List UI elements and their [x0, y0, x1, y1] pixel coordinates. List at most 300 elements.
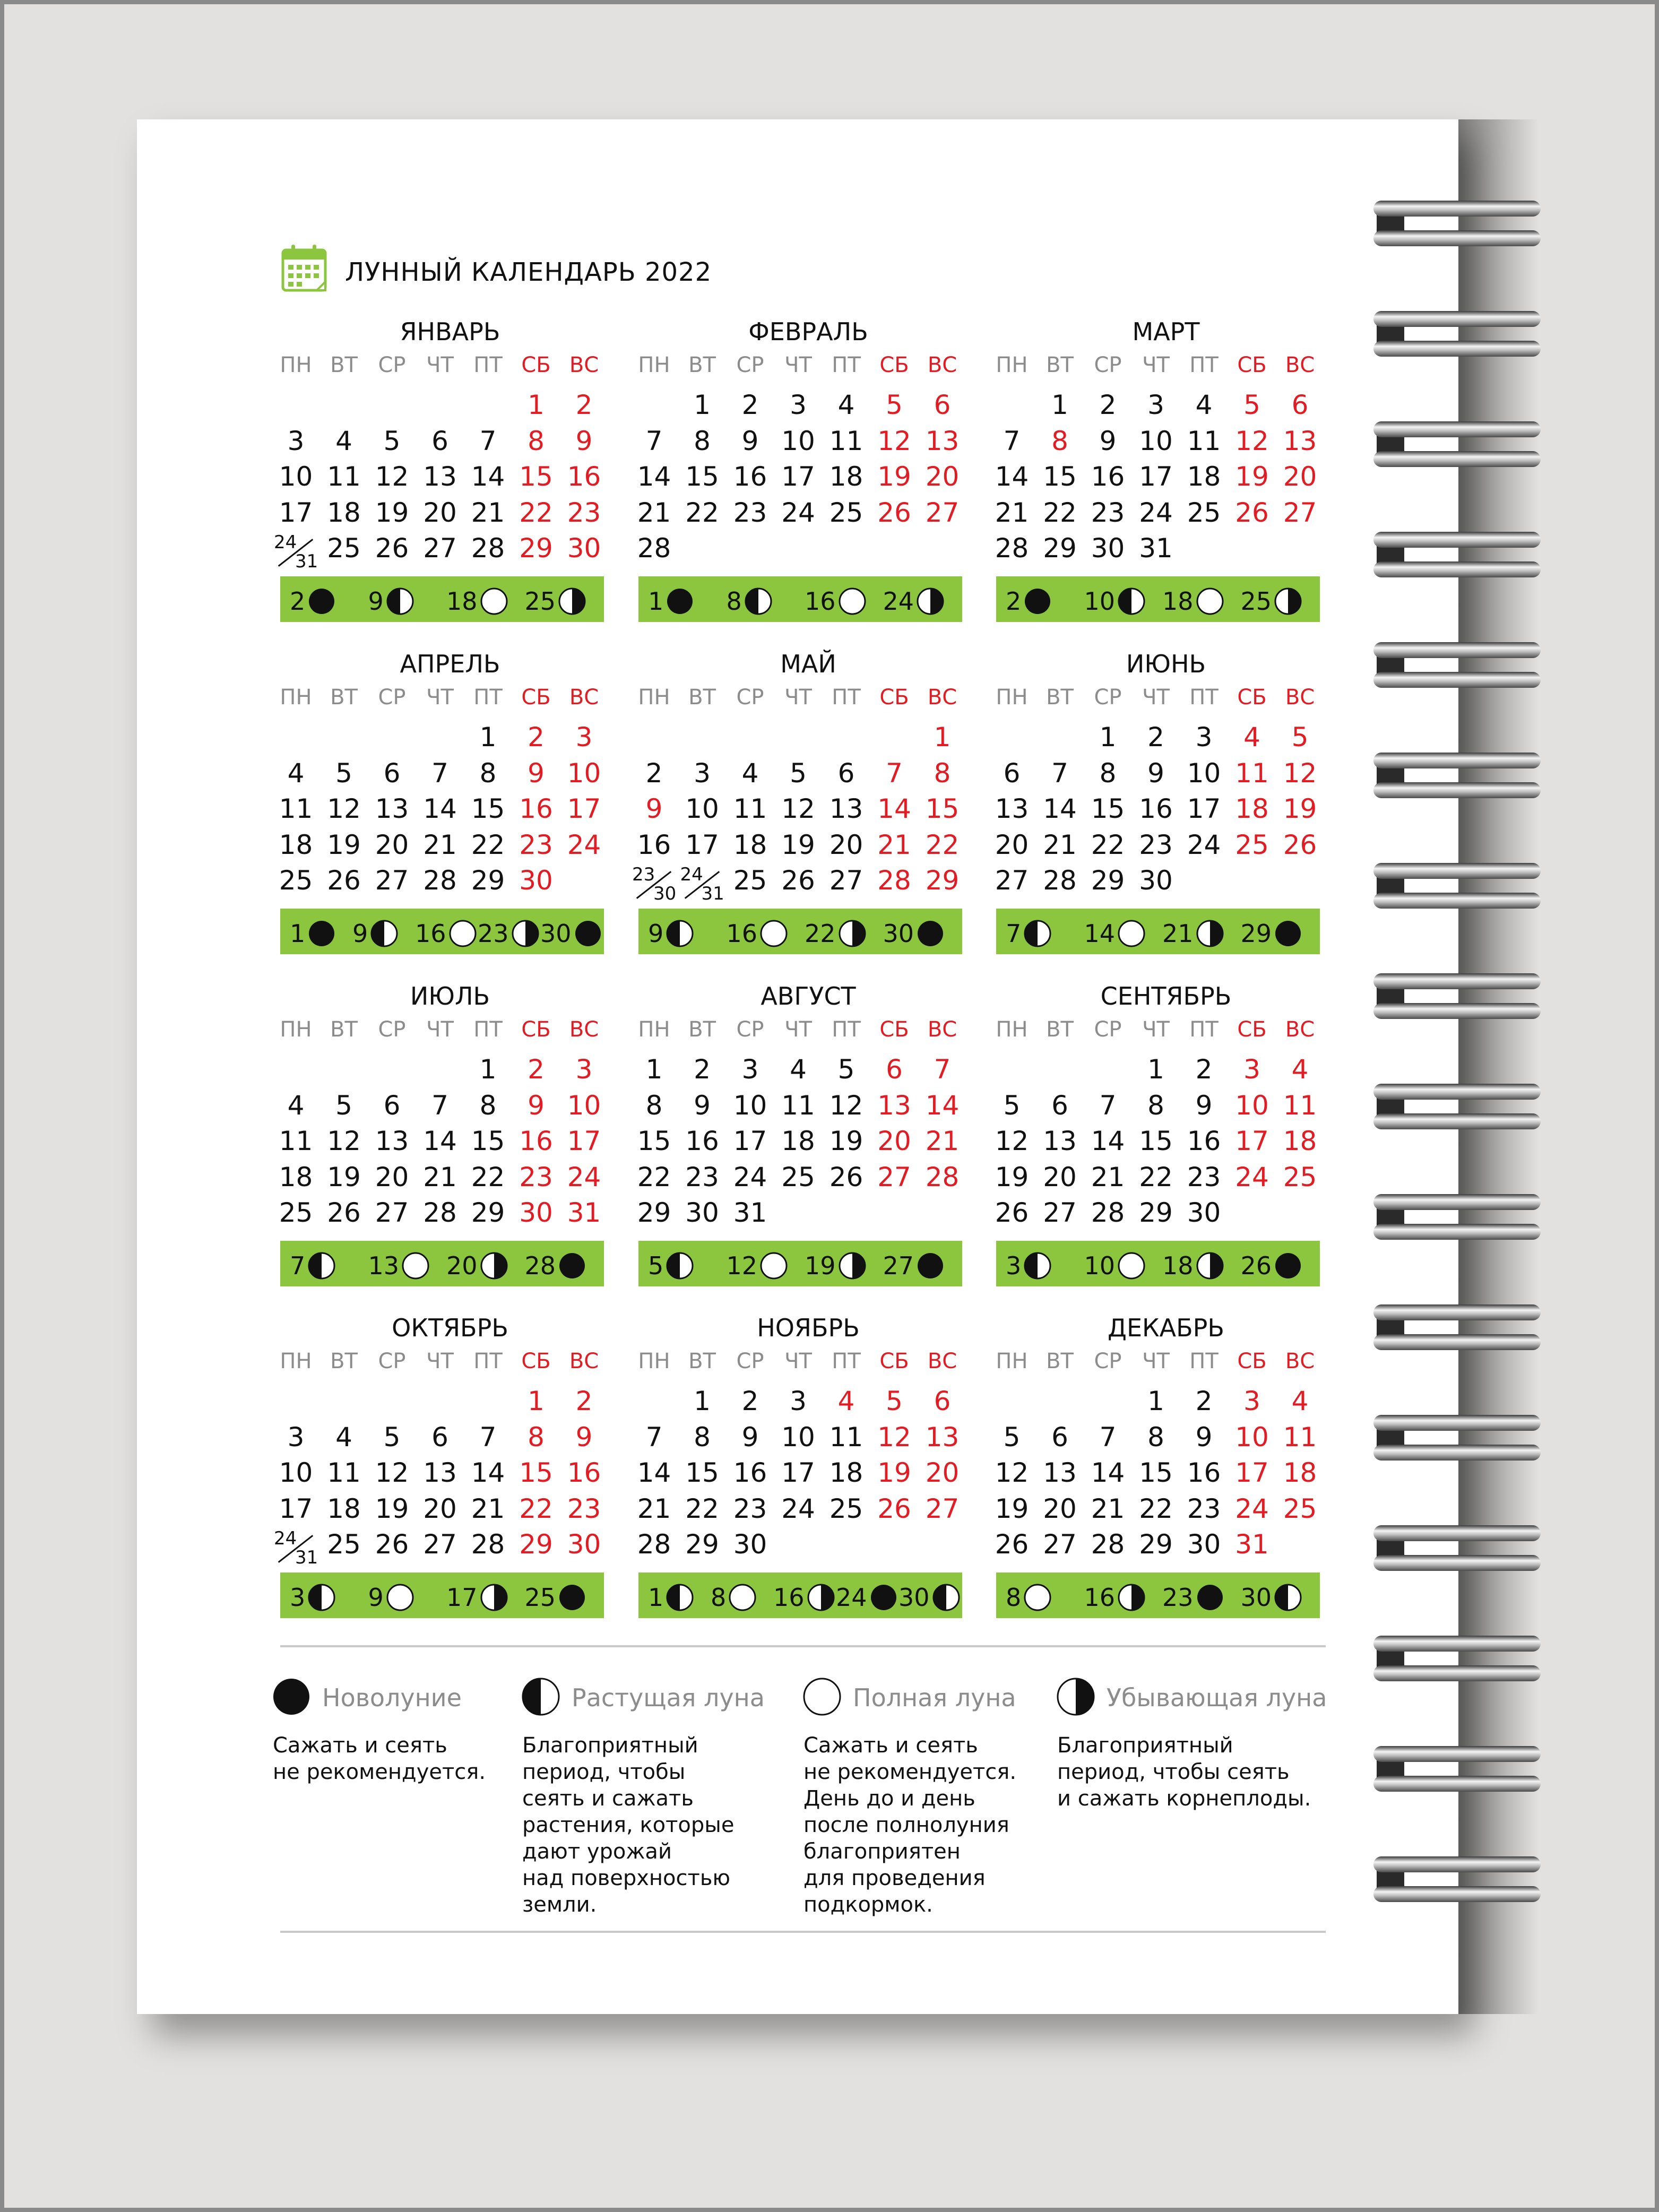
weekday-header: ВТ — [330, 685, 358, 710]
day-cell: 2 — [575, 390, 593, 420]
weekday-header: ПН — [280, 1017, 312, 1042]
day-cell: 16 — [685, 1126, 719, 1156]
month-name: ИЮЛЬ — [410, 982, 490, 1010]
day-cell: 24 — [1235, 1161, 1269, 1193]
moon-phase-day: 18 — [1162, 586, 1194, 616]
moon-phase-day: 17 — [446, 1583, 478, 1612]
day-cell: 20 — [1043, 1161, 1077, 1193]
moon-phase-bar — [638, 576, 962, 622]
day-cell: 24 — [1139, 497, 1173, 528]
day-cell: 14 — [995, 461, 1029, 492]
moon-phase-day: 16 — [1084, 1583, 1116, 1612]
day-cell: 5 — [1243, 390, 1260, 420]
day-cell: 7 — [645, 425, 663, 456]
moon-phase-entry — [898, 1580, 961, 1611]
moon-phase-entry — [805, 584, 867, 615]
day-cell: 5 — [335, 1090, 352, 1121]
month-name: МАРТ — [1132, 317, 1200, 346]
weekday-header: ВС — [1285, 353, 1315, 377]
full-moon-icon — [386, 1583, 414, 1612]
day-cell: 21 — [471, 1493, 505, 1524]
day-cell: 31 — [1139, 533, 1173, 564]
weekday-header: СР — [736, 685, 764, 710]
weekday-header: ВС — [1285, 1349, 1315, 1373]
day-cell: 28 — [637, 1529, 671, 1560]
moon-phase-day: 3 — [290, 1583, 306, 1612]
full-moon-icon — [1196, 587, 1224, 616]
day-cell: 25 — [781, 1161, 815, 1193]
weekday-header: ПТ — [832, 1349, 861, 1373]
day-cell: 25 — [1187, 497, 1221, 528]
weekday-header: ВТ — [688, 1017, 716, 1042]
day-cell: 16 — [1187, 1126, 1221, 1156]
day-cell: 28 — [471, 533, 505, 564]
day-cell: 22 — [471, 829, 505, 860]
moon-phase-day: 18 — [1162, 1251, 1194, 1280]
day-cell: 2 — [575, 1386, 593, 1416]
day-cell: 19 — [829, 1126, 863, 1156]
day-cell: 8 — [694, 1421, 711, 1453]
moon-phase-bar — [996, 909, 1320, 954]
binding-ring — [1373, 1081, 1541, 1139]
day-cell: 14 — [1091, 1457, 1125, 1488]
day-cell: 4 — [287, 757, 305, 789]
day-cell: 16 — [567, 1457, 601, 1488]
day-cell: 18 — [279, 1161, 313, 1193]
day-cell: 18 — [829, 1457, 863, 1488]
day-cell: 6 — [934, 1386, 951, 1416]
legend-item — [521, 1677, 765, 1718]
moon-phase-entry — [352, 916, 399, 947]
day-cell: 12 — [375, 1457, 409, 1488]
waning-moon-icon — [838, 1251, 867, 1280]
day-cell: 9 — [694, 1090, 711, 1121]
day-cell: 19 — [375, 1493, 409, 1524]
day-cell: 22 — [471, 1161, 505, 1193]
moon-phase-day: 16 — [805, 586, 836, 616]
day-cell: 3 — [790, 1386, 807, 1416]
weekday-header: ЧТ — [426, 1349, 454, 1373]
day-cell: 13 — [1283, 425, 1317, 456]
day-cell: 11 — [1283, 1090, 1317, 1121]
day-cell: 25 — [829, 1493, 863, 1524]
full-moon-icon — [838, 587, 867, 616]
weekday-header: СБ — [1237, 353, 1267, 377]
month-name: ОКТЯБРЬ — [392, 1314, 508, 1342]
moon-phase-day: 30 — [1240, 1583, 1272, 1612]
moon-phase-entry — [368, 1248, 430, 1279]
day-cell: 23 — [567, 1493, 601, 1524]
day-cell: 22 — [519, 497, 553, 528]
day-cell: 5 — [886, 1386, 903, 1416]
new-moon-icon — [869, 1583, 898, 1612]
moon-phase-entry — [1084, 1248, 1146, 1279]
weekday-header: ЧТ — [1142, 1017, 1170, 1042]
day-cell: 4 — [1291, 1054, 1309, 1085]
day-cell: 31 — [567, 1197, 601, 1228]
weekday-header: ЧТ — [426, 353, 454, 377]
waning-moon-icon — [838, 919, 867, 948]
split-day-top: 24 — [274, 532, 297, 553]
day-cell: 6 — [431, 1421, 448, 1453]
full-moon-icon — [759, 919, 788, 948]
weekday-header: ПН — [638, 1017, 670, 1042]
day-cell: 13 — [925, 425, 960, 456]
moon-phase-entry — [883, 916, 945, 947]
moon-phase-day: 24 — [836, 1583, 867, 1612]
day-cell: 4 — [837, 390, 855, 420]
waxing-moon-icon — [386, 587, 414, 616]
full-moon-icon — [401, 1251, 430, 1280]
weekday-header: ПТ — [1189, 1349, 1219, 1373]
split-day-bottom: 30 — [653, 883, 677, 904]
waning-moon-icon — [807, 1583, 835, 1612]
weekday-header: ПТ — [832, 353, 861, 377]
weekday-header: СР — [378, 685, 406, 710]
day-cell: 21 — [423, 1161, 457, 1193]
moon-phase-entry — [1241, 916, 1303, 947]
moon-phase-bar — [996, 1572, 1320, 1618]
day-cell: 15 — [685, 461, 719, 492]
day-cell: 6 — [1051, 1090, 1068, 1121]
day-cell: 28 — [637, 533, 671, 564]
binding-ring — [1373, 1632, 1541, 1691]
day-cell: 2 — [528, 1054, 545, 1085]
day-cell: 2 — [741, 1386, 759, 1416]
day-cell: 12 — [995, 1457, 1029, 1488]
day-cell: 28 — [1043, 865, 1077, 896]
weekday-header: СР — [1094, 1017, 1122, 1042]
moon-phase-day: 9 — [352, 919, 368, 948]
day-cell: 3 — [1243, 1386, 1260, 1416]
day-cell: 9 — [741, 425, 759, 456]
split-day-bottom: 31 — [295, 1547, 318, 1568]
weekday-header: ПТ — [1189, 1017, 1219, 1042]
day-cell: 27 — [829, 865, 863, 896]
weekday-header: ЧТ — [1142, 1349, 1170, 1373]
moon-phase-entry — [368, 584, 414, 615]
weekday-header: СР — [1094, 1349, 1122, 1373]
moon-phase-bar — [638, 909, 962, 954]
day-cell: 25 — [279, 865, 313, 896]
day-cell: 7 — [1003, 425, 1021, 456]
day-cell: 30 — [1187, 1529, 1221, 1560]
day-cell: 17 — [279, 1493, 313, 1524]
divider-line — [280, 1645, 1326, 1647]
moon-phase-day: 8 — [726, 586, 742, 616]
moon-phase-day: 20 — [446, 1251, 478, 1280]
moon-phase-entry — [1162, 584, 1224, 615]
weekday-header: ПТ — [473, 1349, 503, 1373]
day-cell: 9 — [645, 793, 663, 824]
weekday-header: ПН — [280, 685, 312, 710]
day-cell: 22 — [1139, 1161, 1173, 1193]
waxing-moon-icon — [666, 1583, 694, 1612]
day-cell: 3 — [1147, 390, 1164, 420]
day-cell: 21 — [1043, 829, 1077, 860]
day-cell: 3 — [790, 390, 807, 420]
moon-phase-day: 24 — [883, 586, 914, 616]
weekday-header: ЧТ — [1142, 353, 1170, 377]
moon-phase-day: 25 — [1240, 586, 1272, 616]
binding-ring — [1373, 639, 1541, 697]
waning-moon-icon — [480, 1583, 508, 1612]
day-cell: 16 — [1091, 461, 1125, 492]
moon-phase-day: 30 — [540, 919, 572, 948]
day-cell: 18 — [1235, 793, 1269, 824]
day-cell: 27 — [995, 865, 1029, 896]
day-cell: 15 — [519, 461, 553, 492]
day-cell: 22 — [925, 829, 960, 860]
moon-phase-entry — [525, 1580, 587, 1611]
month-name: СЕНТЯБРЬ — [1100, 982, 1232, 1010]
day-cell: 9 — [1195, 1421, 1213, 1453]
moon-phase-bar — [638, 1241, 962, 1286]
day-cell: 12 — [1235, 425, 1269, 456]
weekday-header: ПН — [280, 353, 312, 377]
day-cell: 8 — [1147, 1421, 1164, 1453]
binding-ring — [1373, 860, 1541, 918]
day-cell: 11 — [327, 461, 361, 492]
moon-phase-day: 13 — [368, 1251, 400, 1280]
binding-ring — [1373, 970, 1541, 1029]
moon-phase-entry — [1162, 916, 1224, 947]
moon-phase-day: 10 — [1084, 1251, 1116, 1280]
day-cell: 3 — [1195, 722, 1213, 753]
day-cell: 30 — [567, 533, 601, 564]
day-cell: 19 — [877, 1457, 911, 1488]
day-cell: 6 — [886, 1054, 903, 1085]
day-cell: 28 — [877, 865, 911, 896]
day-cell: 1 — [1051, 390, 1068, 420]
moon-phase-entry — [1162, 1248, 1224, 1279]
moon-phase-day: 8 — [711, 1583, 727, 1612]
split-day-bottom: 31 — [295, 551, 318, 572]
moon-phase-day: 28 — [524, 1251, 556, 1280]
weekday-header: СБ — [879, 353, 909, 377]
legend-label: Растущая луна — [572, 1683, 765, 1712]
moon-phase-day: 12 — [726, 1251, 758, 1280]
moon-phase-day: 9 — [368, 586, 384, 616]
day-cell: 30 — [1139, 865, 1173, 896]
day-cell: 16 — [733, 461, 767, 492]
full-moon-icon — [480, 587, 508, 616]
day-cell: 8 — [1051, 425, 1068, 456]
moon-phase-entry — [368, 1580, 414, 1611]
day-cell: 19 — [1283, 793, 1317, 824]
moon-phase-day: 7 — [1006, 919, 1022, 948]
month-name: ФЕВРАЛЬ — [748, 317, 868, 346]
waxing-moon-icon — [1274, 1583, 1302, 1612]
moon-phase-day: 18 — [446, 586, 478, 616]
day-cell: 28 — [423, 865, 457, 896]
moon-phase-entry — [290, 1580, 336, 1611]
day-cell: 3 — [575, 722, 593, 753]
moon-phase-entry — [540, 916, 602, 947]
day-cell: 19 — [995, 1493, 1029, 1524]
day-cell: 14 — [637, 1457, 671, 1488]
moon-phase-entry — [525, 1248, 587, 1279]
moon-phase-day: 25 — [524, 586, 556, 616]
day-cell: 9 — [528, 1090, 545, 1121]
day-cell: 20 — [995, 829, 1029, 860]
day-cell: 12 — [877, 425, 911, 456]
day-cell: 3 — [741, 1054, 759, 1085]
legend-item — [1056, 1677, 1327, 1718]
day-cell: 9 — [741, 1421, 759, 1453]
weekday-header: ВТ — [688, 1349, 716, 1373]
day-cell: 23 — [1187, 1161, 1221, 1193]
waning-moon-icon — [558, 587, 586, 616]
waxing-moon-icon — [307, 1251, 336, 1280]
new-moon-icon — [574, 919, 602, 948]
day-cell: 7 — [479, 1421, 497, 1453]
waning-moon-icon — [1056, 1677, 1095, 1716]
new-moon-icon — [916, 1251, 945, 1280]
day-cell: 21 — [925, 1126, 960, 1156]
day-cell: 27 — [877, 1161, 911, 1193]
weekday-header: ЧТ — [784, 1349, 812, 1373]
day-cell: 8 — [528, 1421, 545, 1453]
day-cell: 14 — [423, 793, 457, 824]
day-cell: 24 — [1235, 1493, 1269, 1524]
day-cell: 14 — [1043, 793, 1077, 824]
day-cell: 23 — [567, 497, 601, 528]
day-cell: 17 — [1187, 793, 1221, 824]
day-cell: 23 — [1187, 1493, 1221, 1524]
weekday-header: ЧТ — [426, 685, 454, 710]
day-cell: 20 — [423, 497, 457, 528]
weekday-header: ВС — [569, 685, 599, 710]
moon-phase-entry — [883, 584, 945, 615]
day-cell: 18 — [1283, 1457, 1317, 1488]
day-cell: 17 — [781, 461, 815, 492]
day-cell: 29 — [925, 865, 960, 896]
weekday-header: ВТ — [1046, 353, 1074, 377]
weekday-header: СБ — [879, 685, 909, 710]
day-cell: 24 — [1187, 829, 1221, 860]
weekday-header: ВТ — [1046, 1349, 1074, 1373]
day-cell: 2 — [741, 390, 759, 420]
day-cell: 17 — [1139, 461, 1173, 492]
weekday-header: ВТ — [330, 1349, 358, 1373]
day-cell: 3 — [694, 757, 711, 789]
day-cell: 11 — [829, 425, 863, 456]
day-cell: 1 — [645, 1054, 663, 1085]
day-cell: 16 — [567, 461, 601, 492]
moon-phase-day: 1 — [648, 586, 664, 616]
divider-line — [280, 1931, 1326, 1933]
weekday-header: СР — [736, 353, 764, 377]
weekday-header: ЧТ — [784, 1017, 812, 1042]
day-cell: 15 — [1139, 1126, 1173, 1156]
day-cell: 16 — [519, 793, 553, 824]
day-cell: 15 — [925, 793, 960, 824]
day-cell: 2 — [1147, 722, 1164, 753]
day-cell: 10 — [1139, 425, 1173, 456]
day-cell: 4 — [335, 425, 352, 456]
day-cell: 6 — [383, 1090, 401, 1121]
day-cell: 2 — [694, 1054, 711, 1085]
moon-phase-day: 3 — [1006, 1251, 1022, 1280]
day-cell: 22 — [1043, 497, 1077, 528]
day-cell: 26 — [877, 497, 911, 528]
day-cell: 23 — [685, 1161, 719, 1193]
day-cell: 27 — [375, 1197, 409, 1228]
moon-phase-day: 16 — [773, 1583, 805, 1612]
split-day-cell — [676, 864, 729, 906]
day-cell: 21 — [995, 497, 1029, 528]
day-cell: 6 — [934, 390, 951, 420]
weekday-header: СБ — [879, 1017, 909, 1042]
moon-phase-entry — [648, 1580, 694, 1611]
day-cell: 10 — [781, 1421, 815, 1453]
weekday-header: ПТ — [473, 353, 503, 377]
month-name: ИЮНЬ — [1126, 650, 1206, 678]
day-cell: 13 — [375, 1126, 409, 1156]
day-cell: 24 — [781, 1493, 815, 1524]
new-moon-icon — [272, 1677, 311, 1716]
day-cell: 11 — [1187, 425, 1221, 456]
day-cell: 11 — [279, 1126, 313, 1156]
moon-phase-entry — [1084, 584, 1146, 615]
day-cell: 12 — [327, 1126, 361, 1156]
binding-ring — [1373, 1412, 1541, 1470]
day-cell: 26 — [995, 1529, 1029, 1560]
weekday-header: ВТ — [688, 685, 716, 710]
day-cell: 10 — [279, 1457, 313, 1488]
day-cell: 5 — [383, 1421, 401, 1453]
moon-phase-entry — [883, 1248, 945, 1279]
legend-description: Сажать и сеять не рекомендуется. — [273, 1733, 486, 1784]
day-cell: 17 — [1235, 1457, 1269, 1488]
day-cell: 21 — [877, 829, 911, 860]
weekday-header: ПТ — [1189, 685, 1219, 710]
binding-ring — [1373, 1191, 1541, 1249]
moon-phase-day: 23 — [1162, 1583, 1194, 1612]
day-cell: 20 — [829, 829, 863, 860]
day-cell: 1 — [479, 1054, 497, 1085]
day-cell: 10 — [567, 757, 601, 789]
split-day-top: 23 — [632, 864, 655, 885]
day-cell: 17 — [567, 1126, 601, 1156]
split-day-cell — [270, 1528, 323, 1570]
day-cell: 3 — [1243, 1054, 1260, 1085]
day-cell: 21 — [1091, 1493, 1125, 1524]
moon-phase-day: 14 — [1084, 919, 1116, 948]
weekday-header: СБ — [521, 685, 551, 710]
day-cell: 7 — [886, 757, 903, 789]
waning-moon-icon — [916, 587, 945, 616]
day-cell: 19 — [877, 461, 911, 492]
day-cell: 15 — [1139, 1457, 1173, 1488]
legend-label: Полная луна — [853, 1683, 1016, 1712]
day-cell: 8 — [694, 425, 711, 456]
day-cell: 6 — [1051, 1421, 1068, 1453]
day-cell: 15 — [1043, 461, 1077, 492]
waning-moon-icon — [480, 1251, 508, 1280]
split-day-cell — [270, 532, 323, 574]
calendar-icon — [279, 241, 332, 295]
moon-phase-bar — [280, 1241, 604, 1286]
day-cell: 3 — [287, 425, 305, 456]
weekday-header: ВС — [569, 1017, 599, 1042]
weekday-header: СБ — [1237, 1017, 1267, 1042]
binding-ring — [1373, 1301, 1541, 1360]
day-cell: 9 — [575, 1421, 593, 1453]
day-cell: 5 — [1003, 1090, 1021, 1121]
day-cell: 15 — [1091, 793, 1125, 824]
